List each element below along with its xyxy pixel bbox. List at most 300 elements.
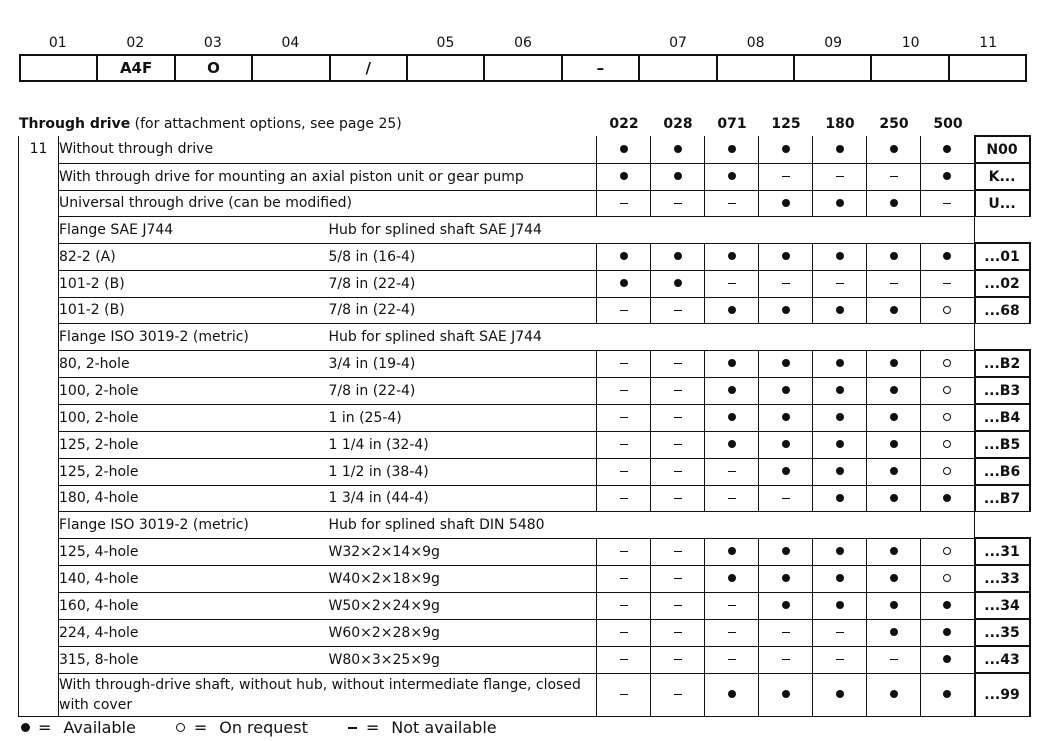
availability-250 [867, 163, 921, 190]
code-box-7 [485, 56, 562, 80]
available-dot-icon [728, 547, 736, 555]
not-available-dash-icon [674, 203, 682, 204]
available-dot-icon [943, 628, 951, 636]
availability-022 [597, 673, 651, 717]
on-request-circle-icon [943, 306, 951, 314]
legend-text: Not available [391, 718, 497, 737]
position-label: 03 [203, 35, 222, 51]
available-dot-icon [728, 386, 736, 394]
row-hub: W40×2×18×9g [329, 565, 597, 592]
row-hub: Hub for splined shaft DIN 5480 [329, 512, 597, 539]
row-hub: 1 1/4 in (32-4) [329, 431, 597, 458]
available-dot-icon [836, 467, 844, 475]
not-available-dash-icon [943, 283, 951, 284]
available-dot-icon [890, 145, 898, 153]
on-request-circle-icon [943, 413, 951, 421]
availability-250 [867, 404, 921, 431]
not-available-dash-icon [620, 498, 628, 499]
code-box-8: – [563, 56, 640, 80]
legend-item [18, 718, 136, 737]
not-available-dash-icon [674, 417, 682, 418]
available-dot-icon [782, 386, 790, 394]
availability-028 [651, 458, 705, 485]
availability-250 [867, 243, 921, 270]
availability-028 [651, 538, 705, 565]
availability-250 [867, 431, 921, 458]
size-180: 180 [825, 116, 855, 132]
availability-500 [921, 377, 975, 404]
available-dot-icon [836, 494, 844, 502]
availability-500 [921, 270, 975, 297]
availability-125 [759, 646, 813, 673]
order-code: ...35 [975, 619, 1030, 646]
available-dot-icon [728, 252, 736, 260]
order-code: ...B4 [975, 404, 1030, 431]
available-dot-icon [782, 547, 790, 555]
available-dot-icon [836, 547, 844, 555]
available-dot-icon [890, 413, 898, 421]
availability-500 [921, 136, 975, 163]
not-available-dash-icon [620, 578, 628, 579]
availability-125 [759, 458, 813, 485]
row-hub: 1 3/4 in (44-4) [329, 485, 597, 512]
availability-022 [597, 431, 651, 458]
available-dot-icon [890, 199, 898, 207]
available-dot-icon [943, 494, 951, 502]
availability-125 [759, 350, 813, 377]
availability-125 [759, 565, 813, 592]
availability-250 [867, 190, 921, 217]
not-available-dash-icon [620, 694, 628, 695]
table-row [19, 619, 1030, 646]
legend-item [174, 718, 308, 737]
availability-028 [651, 297, 705, 324]
available-dot-icon [728, 440, 736, 448]
subheader-spacer [597, 324, 975, 351]
availability-022 [597, 163, 651, 190]
availability-022 [597, 350, 651, 377]
availability-500 [921, 485, 975, 512]
not-available-dash-icon [728, 659, 736, 660]
availability-022 [597, 485, 651, 512]
availability-125 [759, 377, 813, 404]
code-box-2: A4F [98, 56, 175, 80]
code-box-10 [718, 56, 795, 80]
table-row [19, 136, 1030, 163]
availability-500 [921, 297, 975, 324]
available-dot-icon [782, 145, 790, 153]
availability-028 [651, 673, 705, 717]
availability-180 [813, 619, 867, 646]
availability-071 [705, 350, 759, 377]
row-label: Flange ISO 3019-2 (metric) [59, 324, 329, 351]
available-dot-icon [674, 279, 682, 287]
availability-028 [651, 243, 705, 270]
available-dot-icon [782, 252, 790, 260]
not-available-dash-icon [674, 632, 682, 633]
not-available-dash-icon [890, 659, 898, 660]
not-available-dash-icon [943, 203, 951, 204]
legend [18, 718, 535, 737]
available-dot-icon [728, 574, 736, 582]
size-028: 028 [663, 116, 693, 132]
not-available-dash-icon [782, 659, 790, 660]
available-dot-icon [674, 145, 682, 153]
availability-071 [705, 538, 759, 565]
section-title: Through drive [19, 116, 131, 132]
row-label: Universal through drive (can be modified) [59, 190, 597, 217]
availability-022 [597, 136, 651, 163]
availability-500 [921, 619, 975, 646]
row-hub: W50×2×24×9g [329, 592, 597, 619]
not-available-dash-icon [728, 203, 736, 204]
legend-text: Available [63, 718, 136, 737]
availability-250 [867, 270, 921, 297]
not-available-dash-icon [836, 176, 844, 177]
row-hub: 1 in (25-4) [329, 404, 597, 431]
row-hub: W80×3×25×9g [329, 646, 597, 673]
row-label: 160, 4-hole [59, 592, 329, 619]
row-label: 80, 2-hole [59, 350, 329, 377]
size-250: 250 [879, 116, 909, 132]
available-dot-icon [782, 359, 790, 367]
code-box-5: / [331, 56, 408, 80]
availability-500 [921, 646, 975, 673]
subheader-spacer [597, 512, 975, 539]
available-dot-icon [836, 386, 844, 394]
not-available-dash-icon [620, 390, 628, 391]
row-label: 100, 2-hole [59, 377, 329, 404]
availability-500 [921, 565, 975, 592]
availability-250 [867, 297, 921, 324]
row-hub: 7/8 in (22-4) [329, 297, 597, 324]
availability-022 [597, 404, 651, 431]
available-dot-icon [782, 199, 790, 207]
available-dot-icon [620, 252, 628, 260]
not-available-dash-icon [728, 471, 736, 472]
availability-250 [867, 377, 921, 404]
row-label: 101-2 (B) [59, 270, 329, 297]
available-dot-icon [836, 690, 844, 698]
on-request-circle-icon [943, 386, 951, 394]
availability-022 [597, 377, 651, 404]
table-row [19, 404, 1030, 431]
not-available-dash-icon [620, 444, 628, 445]
availability-028 [651, 190, 705, 217]
on-request-circle-icon [943, 359, 951, 367]
code-box-3: O [176, 56, 253, 80]
availability-071 [705, 270, 759, 297]
availability-250 [867, 485, 921, 512]
code-box-6 [408, 56, 485, 80]
available-dot-icon [836, 306, 844, 314]
available-dot-icon [620, 172, 628, 180]
table-row [19, 673, 1030, 717]
availability-125 [759, 538, 813, 565]
available-dot-icon [943, 690, 951, 698]
availability-500 [921, 458, 975, 485]
row-hub: Hub for splined shaft SAE J744 [329, 217, 597, 244]
not-available-dash-icon [620, 471, 628, 472]
availability-028 [651, 163, 705, 190]
position-labels [0, 35, 1049, 53]
order-code: ...99 [975, 673, 1030, 717]
availability-250 [867, 538, 921, 565]
availability-180 [813, 163, 867, 190]
row-hub: 7/8 in (22-4) [329, 377, 597, 404]
order-code: ...31 [975, 538, 1030, 565]
not-available-dash-icon [674, 310, 682, 311]
availability-500 [921, 350, 975, 377]
row-hub: Hub for splined shaft SAE J744 [329, 324, 597, 351]
subheader-row [19, 324, 1030, 351]
availability-028 [651, 592, 705, 619]
available-dot-icon [836, 440, 844, 448]
position-label: 08 [746, 35, 765, 51]
not-available-dash-icon [348, 727, 357, 729]
not-available-dash-icon [674, 551, 682, 552]
availability-180 [813, 404, 867, 431]
availability-028 [651, 565, 705, 592]
not-available-dash-icon [674, 444, 682, 445]
availability-071 [705, 592, 759, 619]
code-box-9 [640, 56, 717, 80]
availability-022 [597, 458, 651, 485]
position-label: 09 [824, 35, 843, 51]
available-dot-icon [890, 494, 898, 502]
availability-028 [651, 377, 705, 404]
row-hub: W32×2×14×9g [329, 538, 597, 565]
availability-028 [651, 270, 705, 297]
table-row [19, 431, 1030, 458]
not-available-dash-icon [620, 363, 628, 364]
legend-item [346, 718, 497, 737]
not-available-dash-icon [836, 659, 844, 660]
table-row [19, 190, 1030, 217]
availability-071 [705, 377, 759, 404]
availability-022 [597, 646, 651, 673]
availability-180 [813, 485, 867, 512]
available-dot-icon [782, 601, 790, 609]
subheader-spacer [597, 217, 975, 244]
row-label: Flange ISO 3019-2 (metric) [59, 512, 329, 539]
table-row [19, 538, 1030, 565]
order-code: ...B3 [975, 377, 1030, 404]
row-hub: 7/8 in (22-4) [329, 270, 597, 297]
available-dot-icon [836, 252, 844, 260]
not-available-dash-icon [674, 605, 682, 606]
order-code: ...01 [975, 243, 1030, 270]
table-row [19, 565, 1030, 592]
row-label: 125, 2-hole [59, 431, 329, 458]
available-dot-icon [890, 306, 898, 314]
on-request-circle-icon [943, 547, 951, 555]
availability-071 [705, 458, 759, 485]
availability-071 [705, 485, 759, 512]
on-request-circle-icon [943, 440, 951, 448]
subheader-code-gap [975, 217, 1030, 244]
availability-250 [867, 350, 921, 377]
available-dot-icon [782, 413, 790, 421]
not-available-dash-icon [890, 176, 898, 177]
availability-180 [813, 538, 867, 565]
availability-500 [921, 538, 975, 565]
available-dot-icon [836, 413, 844, 421]
availability-250 [867, 136, 921, 163]
row-label: 125, 4-hole [59, 538, 329, 565]
order-code: ...33 [975, 565, 1030, 592]
availability-180 [813, 350, 867, 377]
code-box-11 [795, 56, 872, 80]
availability-071 [705, 619, 759, 646]
order-code: ...B5 [975, 431, 1030, 458]
availability-250 [867, 646, 921, 673]
table-row [19, 485, 1030, 512]
available-dot-icon [890, 628, 898, 636]
through-drive-table [18, 135, 1031, 717]
available-dot-icon [836, 601, 844, 609]
position-label: 07 [669, 35, 687, 51]
availability-125 [759, 297, 813, 324]
available-dot-icon [782, 574, 790, 582]
not-available-dash-icon [620, 551, 628, 552]
available-dot-icon [943, 145, 951, 153]
available-dot-icon [836, 359, 844, 367]
availability-125 [759, 136, 813, 163]
available-dot-icon [21, 723, 30, 732]
available-dot-icon [728, 413, 736, 421]
row-label: 101-2 (B) [59, 297, 329, 324]
available-dot-icon [943, 655, 951, 663]
row-label: 315, 8-hole [59, 646, 329, 673]
availability-180 [813, 458, 867, 485]
availability-028 [651, 619, 705, 646]
availability-500 [921, 190, 975, 217]
code-box-12 [872, 56, 949, 80]
row-label: 180, 4-hole [59, 485, 329, 512]
order-code: ...B2 [975, 350, 1030, 377]
table-row [19, 646, 1030, 673]
not-available-dash-icon [674, 363, 682, 364]
availability-022 [597, 565, 651, 592]
not-available-dash-icon [620, 659, 628, 660]
not-available-dash-icon [782, 283, 790, 284]
availability-022 [597, 538, 651, 565]
order-code: ...34 [975, 592, 1030, 619]
availability-250 [867, 592, 921, 619]
not-available-dash-icon [782, 176, 790, 177]
availability-180 [813, 431, 867, 458]
not-available-dash-icon [728, 498, 736, 499]
available-dot-icon [890, 440, 898, 448]
position-label: 11 [979, 35, 998, 51]
availability-071 [705, 565, 759, 592]
available-dot-icon [890, 467, 898, 475]
availability-180 [813, 646, 867, 673]
not-available-dash-icon [890, 283, 898, 284]
available-dot-icon [674, 252, 682, 260]
row-hub: 3/4 in (19-4) [329, 350, 597, 377]
row-hub: 5/8 in (16-4) [329, 243, 597, 270]
row-label: With through-drive shaft, without hub, without intermediate flange, closed with cover [59, 673, 597, 717]
row-hub: W60×2×28×9g [329, 619, 597, 646]
order-code: ...02 [975, 270, 1030, 297]
availability-071 [705, 297, 759, 324]
availability-250 [867, 673, 921, 717]
availability-022 [597, 592, 651, 619]
not-available-dash-icon [782, 632, 790, 633]
availability-125 [759, 163, 813, 190]
availability-500 [921, 404, 975, 431]
availability-125 [759, 270, 813, 297]
row-hub: 1 1/2 in (38-4) [329, 458, 597, 485]
availability-071 [705, 243, 759, 270]
available-dot-icon [782, 440, 790, 448]
availability-125 [759, 592, 813, 619]
available-dot-icon [728, 145, 736, 153]
availability-071 [705, 431, 759, 458]
availability-180 [813, 136, 867, 163]
availability-125 [759, 431, 813, 458]
order-code: ...B7 [975, 485, 1030, 512]
position-label: 10 [901, 35, 920, 51]
availability-071 [705, 404, 759, 431]
subheader-row [19, 217, 1030, 244]
available-dot-icon [890, 386, 898, 394]
availability-180 [813, 377, 867, 404]
not-available-dash-icon [620, 605, 628, 606]
available-dot-icon [943, 252, 951, 260]
legend-equals: = [38, 718, 52, 737]
available-dot-icon [890, 690, 898, 698]
availability-022 [597, 270, 651, 297]
position-label: 05 [436, 35, 455, 51]
availability-028 [651, 136, 705, 163]
availability-180 [813, 243, 867, 270]
subheader-code-gap [975, 324, 1030, 351]
available-dot-icon [782, 306, 790, 314]
position-label: 02 [126, 35, 145, 51]
code-box-13 [950, 56, 1027, 80]
available-dot-icon [890, 547, 898, 555]
row-label: Without through drive [59, 136, 597, 163]
size-125: 125 [771, 116, 801, 132]
availability-125 [759, 619, 813, 646]
availability-500 [921, 592, 975, 619]
availability-028 [651, 646, 705, 673]
size-071: 071 [717, 116, 747, 132]
available-dot-icon [943, 172, 951, 180]
table-row [19, 297, 1030, 324]
availability-125 [759, 673, 813, 717]
available-dot-icon [836, 145, 844, 153]
row-label: 125, 2-hole [59, 458, 329, 485]
order-code: K... [975, 163, 1030, 190]
row-label: With through drive for mounting an axial piston unit or gear pump [59, 163, 597, 190]
availability-500 [921, 431, 975, 458]
available-dot-icon [943, 601, 951, 609]
availability-125 [759, 485, 813, 512]
table-row [19, 350, 1030, 377]
on-request-circle-icon [176, 723, 185, 732]
order-code: ...68 [975, 297, 1030, 324]
row-label: 224, 4-hole [59, 619, 329, 646]
size-header [597, 116, 975, 134]
not-available-dash-icon [728, 632, 736, 633]
section-note: (for attachment options, see page 25) [130, 116, 402, 132]
availability-125 [759, 190, 813, 217]
availability-250 [867, 619, 921, 646]
